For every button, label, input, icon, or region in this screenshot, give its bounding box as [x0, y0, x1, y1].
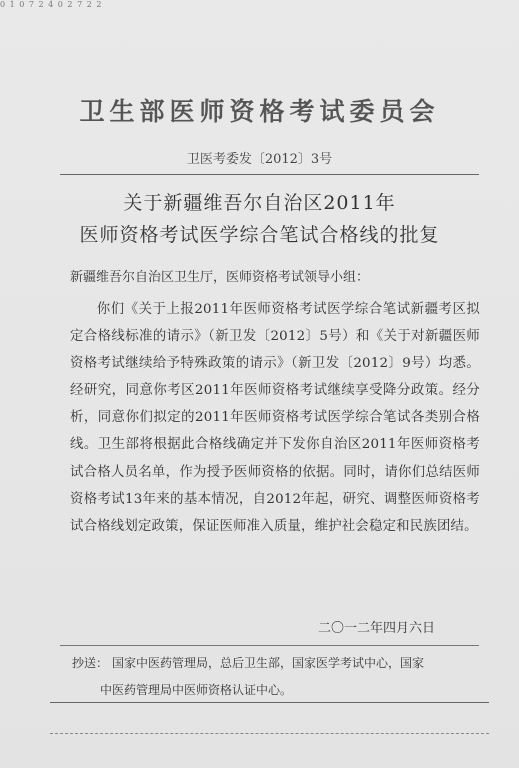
document-date: 二〇一二年四月六日 — [318, 621, 436, 636]
footer-divider — [50, 702, 489, 703]
document-body: 你们《关于上报2011年医师资格考试医学综合笔试新疆考区拟定合格线标准的请示》（新卫发〔2012〕5号）和《关于对新疆医师资格考试继续给予特殊政策的请示》（新卫发〔2012〕9号）均悉。经研究，同意你考区2011年医师资格考试继续享受降分政策。经分析，同意你们拟定的2011年医师资格考试医学综合笔试各类别合格线。卫生部将根据此合格线确定并下发你自治区2011年医师资格考试合格人员名单，作为授予医师资格的依据。同时，请你们总结医师资格考试13年来的基本情况，自2012年起，研究、调整医师资格考试合格线划定政策，保证医师准入质量，维护社会稳定和民族团结。 — [70, 302, 480, 534]
cc-line-2: 中医药管理局中医师资格认证中心。 — [100, 683, 293, 697]
cc-line-1: 国家中医药管理局，总后卫生部，国家医学考试中心，国家 — [112, 656, 425, 670]
cc-label: 抄送： — [72, 656, 109, 670]
header-divider — [60, 174, 479, 175]
document-title-line-1: 关于新疆维吾尔自治区2011年 — [123, 192, 396, 214]
cc-section — [72, 650, 482, 704]
document-number: 卫医考委发〔2012〕3号 — [186, 152, 333, 167]
header-scrap-text: 0 1 0 7 2 4 0 2 7 2 2 — [0, 0, 103, 9]
salutation: 新疆维吾尔自治区卫生厅，医师资格考试领导小组： — [70, 270, 370, 285]
document-title-line-2: 医师资格考试医学综合笔试合格线的批复 — [79, 224, 440, 246]
organization-title: 卫生部医师资格考试委员会 — [79, 97, 440, 126]
footer-dashed-divider — [50, 733, 489, 734]
cc-divider — [60, 645, 479, 646]
